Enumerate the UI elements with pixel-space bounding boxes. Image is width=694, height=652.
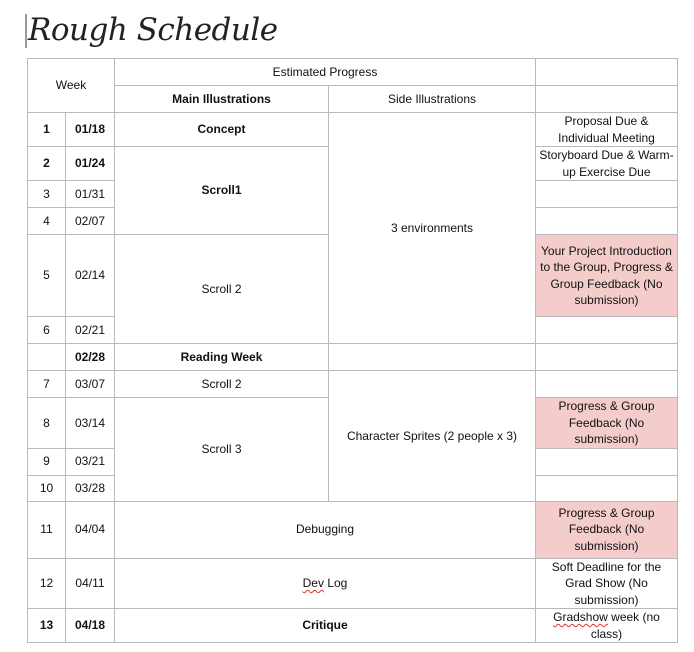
week-date: 03/21 (66, 448, 115, 475)
main-debugging: Debugging (115, 501, 536, 558)
document-title: Rough Schedule (28, 12, 278, 48)
side-character-sprites: Character Sprites (2 people x 3) (329, 371, 536, 502)
main-scroll3: Scroll 3 (115, 398, 329, 502)
note-week-13 (536, 609, 678, 643)
table-row (28, 501, 678, 558)
week-number: 1 (28, 113, 66, 147)
main-critique: Critique (115, 609, 536, 643)
note-week-6 (536, 317, 678, 344)
week-date: 04/11 (66, 558, 115, 609)
subheader-row (28, 86, 678, 113)
table-row (28, 344, 678, 371)
week-number: 11 (28, 501, 66, 558)
week-date: 01/24 (66, 147, 115, 181)
note-week-10 (536, 475, 678, 501)
table-row (28, 371, 678, 398)
week-number: 6 (28, 317, 66, 344)
dev-log-rest: Log (323, 576, 348, 590)
week-number: 9 (28, 448, 66, 475)
note-reading-week (536, 344, 678, 371)
note-week-2: Storyboard Due & Warm-up Exercise Due (536, 147, 678, 181)
week-date: 04/04 (66, 501, 115, 558)
estimated-progress-header: Estimated Progress (115, 59, 536, 86)
main-concept: Concept (115, 113, 329, 147)
week-number: 10 (28, 475, 66, 501)
note-week-11: Progress & Group Feedback (No submission) (536, 501, 678, 558)
main-scroll1: Scroll1 (115, 147, 329, 235)
week-number: 8 (28, 398, 66, 449)
week-header: Week (28, 59, 115, 113)
week-number: 2 (28, 147, 66, 181)
week-number: 4 (28, 208, 66, 235)
note-week-8: Progress & Group Feedback (No submission) (536, 398, 678, 449)
week-date: 02/07 (66, 208, 115, 235)
note-week-4 (536, 208, 678, 235)
week-date: 02/21 (66, 317, 115, 344)
notes-subheader (536, 86, 678, 113)
notes-header (536, 59, 678, 86)
note-week-3 (536, 181, 678, 208)
week-date: 03/07 (66, 371, 115, 398)
note-week-12: Soft Deadline for the Grad Show (No submission) (536, 558, 678, 609)
note-week-9 (536, 448, 678, 475)
note-week-1: Proposal Due & Individual Meeting (536, 113, 678, 147)
header-row (28, 59, 678, 86)
note-week-7 (536, 371, 678, 398)
week-number: 5 (28, 235, 66, 317)
week-number: 13 (28, 609, 66, 643)
main-reading-week: Reading Week (115, 344, 329, 371)
week-number: 7 (28, 371, 66, 398)
text-cursor (25, 14, 27, 48)
week-date: 02/28 (66, 344, 115, 371)
week-date: 01/31 (66, 181, 115, 208)
main-scroll2-b: Scroll 2 (115, 371, 329, 398)
week-date: 04/18 (66, 609, 115, 643)
side-environments: 3 environments (329, 113, 536, 344)
week-date: 02/14 (66, 235, 115, 317)
table-row (28, 558, 678, 609)
note-week-5: Your Project Introduction to the Group, Progress & Group Feedback (No submission) (536, 235, 678, 317)
main-scroll2-a: Scroll 2 (115, 235, 329, 344)
week-date: 01/18 (66, 113, 115, 147)
side-reading-week (329, 344, 536, 371)
table-row (28, 113, 678, 147)
main-illustrations-header: Main Illustrations (115, 86, 329, 113)
week-number (28, 344, 66, 371)
schedule-table (27, 58, 678, 643)
gradshow-rest: week (no class) (590, 610, 660, 641)
week-number: 12 (28, 558, 66, 609)
side-illustrations-header: Side Illustrations (329, 86, 536, 113)
table-row (28, 609, 678, 643)
gradshow-word: Gradshow (553, 610, 608, 624)
main-dev-log (115, 558, 536, 609)
dev-log-word: Dev (302, 576, 324, 590)
week-date: 03/28 (66, 475, 115, 501)
week-date: 03/14 (66, 398, 115, 449)
week-number: 3 (28, 181, 66, 208)
